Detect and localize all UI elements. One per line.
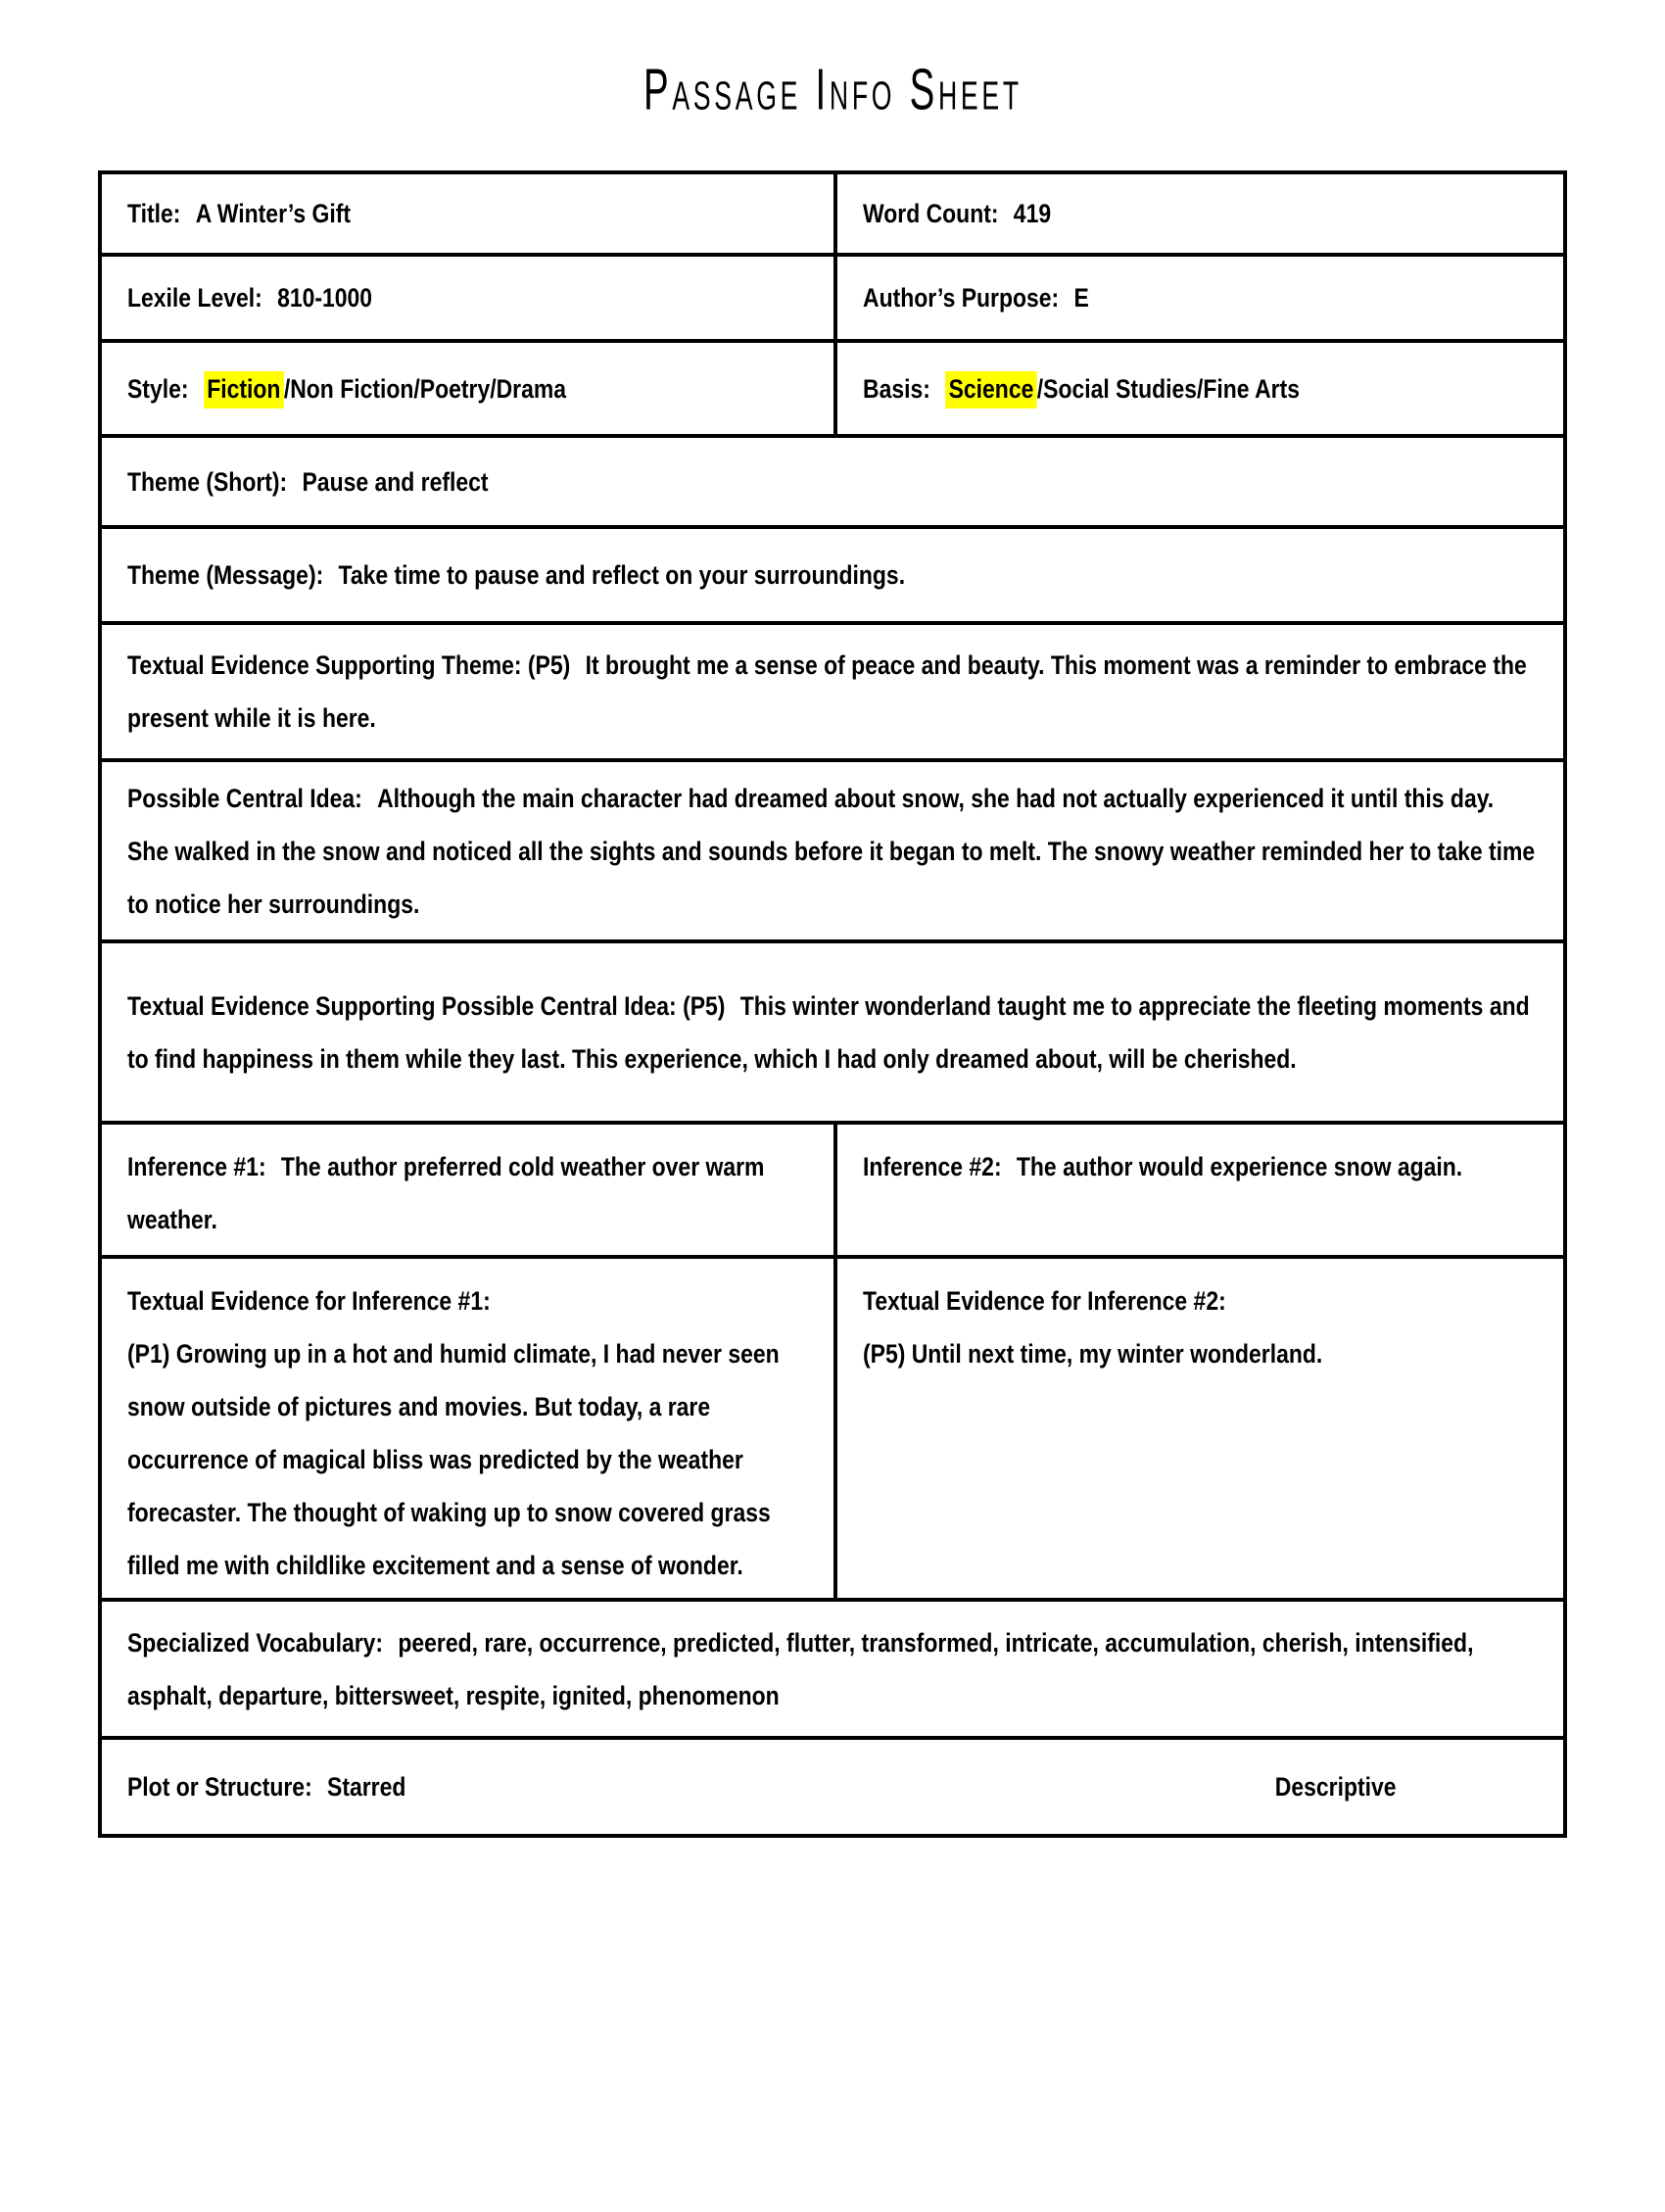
theme-message-label: Theme (Message): [127, 560, 324, 590]
style-options: /Non Fiction/Poetry/Drama [283, 373, 567, 404]
page-title-text: Passage Info Sheet [642, 58, 1023, 123]
table-row [100, 436, 1565, 527]
table-row [100, 760, 1565, 941]
table-row [100, 1600, 1565, 1738]
inference-2-label: Inference #2: [862, 1152, 1002, 1181]
table-row [100, 527, 1565, 623]
style-cell [100, 341, 835, 436]
table-row [100, 1257, 1565, 1600]
style-label: Style: [127, 373, 189, 404]
inference-1-label: Inference #1: [127, 1152, 266, 1181]
evidence-inference-2-label: Textual Evidence for Inference #2: [862, 1286, 1226, 1316]
inference-2-value: The author would experience snow again. [1016, 1152, 1463, 1181]
evidence-inference-1-label: Textual Evidence for Inference #1: [127, 1286, 491, 1316]
plot-structure-label: Plot or Structure: [127, 1772, 312, 1802]
evidence-central-idea-value: This winter wonderland taught me to appreciate the fleeting moments and to find happiness in them while they last. This experience, which I had only dreamed about, will be cherished. [127, 990, 1530, 1074]
central-idea-label: Possible Central Idea: [127, 783, 362, 813]
plot-structure-right-value: Descriptive [1274, 1772, 1397, 1802]
inference-2-cell [835, 1123, 1565, 1257]
basis-options: /Social Studies/Fine Arts [1036, 373, 1300, 404]
basis-cell [835, 341, 1565, 436]
title-label: Title: [127, 199, 181, 228]
theme-short-cell [100, 436, 1565, 527]
evidence-central-idea-label: Textual Evidence Supporting Possible Central Idea: (P5) [127, 990, 726, 1021]
evidence-theme-value: It brought me a sense of peace and beauty. This moment was a reminder to embrace the present while it is here. [127, 650, 1527, 733]
evidence-inference-1-value: (P1) Growing up in a hot and humid climate, I had never seen snow outside of pictures and movies. But today, a rare occurrence of magical bliss was predicted by the weather forecaster. The thought of waking up to snow covered grass filled me with childlike excitement and a sense of wonder. [127, 1339, 780, 1580]
table-row [100, 623, 1565, 760]
inference-1-cell [100, 1123, 835, 1257]
evidence-inference-1-cell [100, 1257, 835, 1600]
title-cell [100, 172, 835, 255]
plot-structure-value: Starred [327, 1772, 406, 1802]
plot-structure-cell [100, 1738, 1565, 1836]
evidence-central-idea-cell [100, 941, 1565, 1123]
passage-info-table [98, 170, 1567, 1838]
page-title [0, 57, 1665, 151]
table-row [100, 1738, 1565, 1836]
central-idea-cell [100, 760, 1565, 941]
central-idea-value: Although the main character had dreamed about snow, she had not actually experienced it until this day. She walked in the snow and noticed all the sights and sounds before it began to melt. The snowy weather reminded her to take time to notice her surroundings. [127, 783, 1536, 919]
vocabulary-value: peered, rare, occurrence, predicted, flutter, transformed, intricate, accumulation, cherish, intensified, asphalt, departure, bittersweet, respite, ignited, phenomenon [127, 1627, 1474, 1710]
table-row [100, 1123, 1565, 1257]
plot-structure-left [127, 1760, 405, 1813]
table-row [100, 341, 1565, 436]
evidence-inference-2-cell [835, 1257, 1565, 1600]
lexile-level-label: Lexile Level: [127, 283, 262, 313]
word-count-value: 419 [1013, 199, 1052, 228]
table-row [100, 172, 1565, 255]
theme-short-label: Theme (Short): [127, 466, 288, 497]
lexile-level-cell [100, 255, 835, 341]
evidence-theme-label: Textual Evidence Supporting Theme: (P5) [127, 650, 571, 680]
table-row [100, 255, 1565, 341]
theme-message-cell [100, 527, 1565, 623]
basis-label: Basis: [862, 373, 930, 404]
lexile-level-value: 810-1000 [277, 283, 373, 313]
vocabulary-cell [100, 1600, 1565, 1738]
table-row [100, 941, 1565, 1123]
word-count-cell [835, 172, 1565, 255]
authors-purpose-value: E [1073, 283, 1089, 313]
evidence-theme-cell [100, 623, 1565, 760]
authors-purpose-label: Author’s Purpose: [862, 283, 1060, 313]
word-count-label: Word Count: [862, 199, 999, 228]
style-highlighted-value: Fiction [204, 371, 284, 409]
evidence-inference-2-value: (P5) Until next time, my winter wonderland. [862, 1339, 1323, 1369]
vocabulary-label: Specialized Vocabulary: [127, 1627, 384, 1658]
authors-purpose-cell [835, 255, 1565, 341]
theme-message-value: Take time to pause and reflect on your surroundings. [338, 560, 906, 590]
inference-1-value: The author preferred cold weather over warm weather. [127, 1152, 765, 1234]
basis-highlighted-value: Science [945, 371, 1037, 409]
theme-short-value: Pause and reflect [302, 466, 489, 497]
title-value: A Winter’s Gift [195, 199, 352, 228]
